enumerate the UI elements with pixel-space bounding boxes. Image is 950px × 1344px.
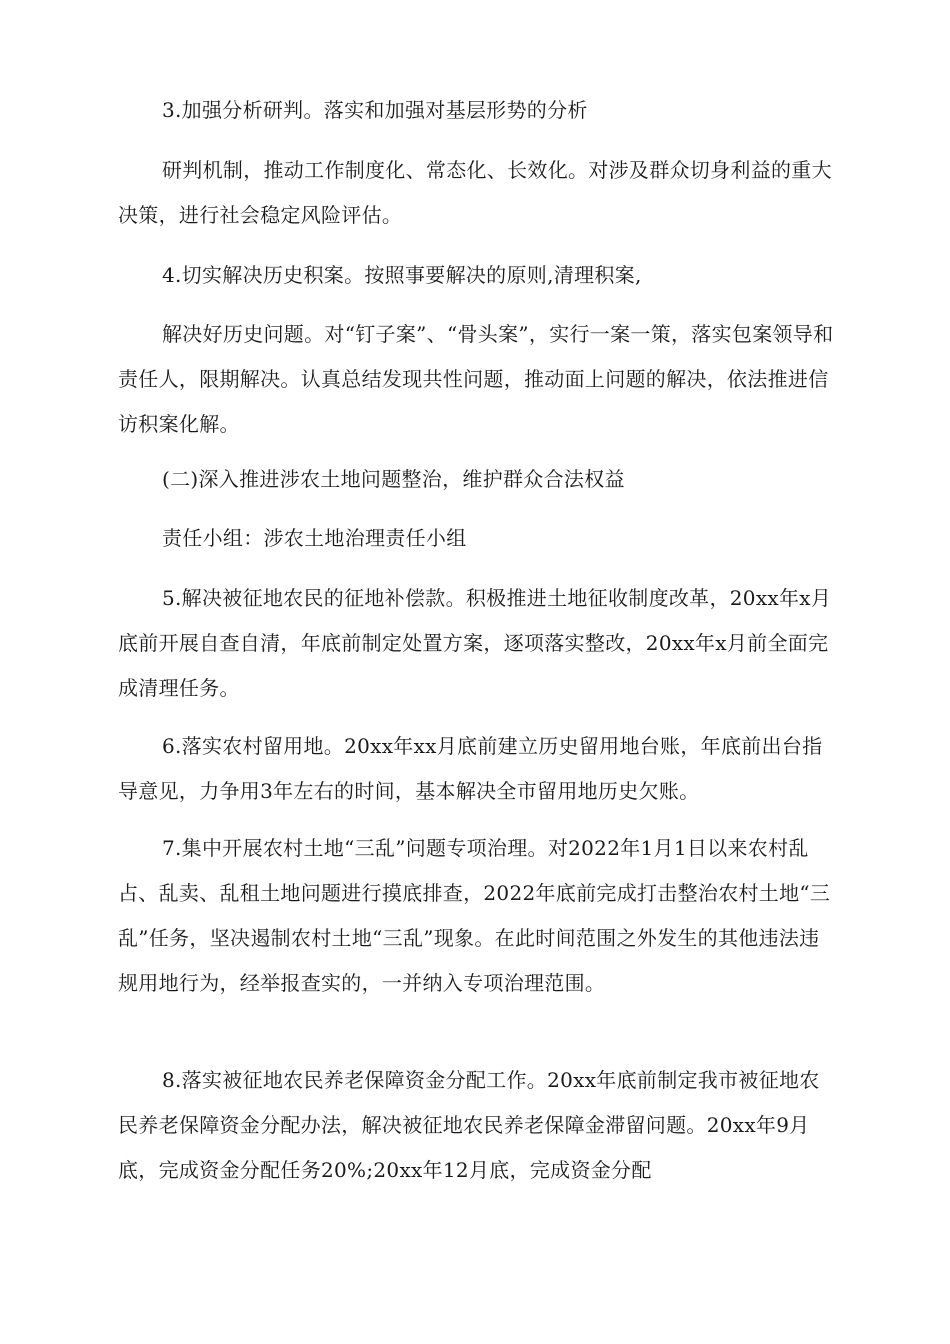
paragraph-item-7: 7.集中开展农村土地“三乱”问题专项治理。对2022年1月1日以来农村乱占、乱卖、乱租土地问题进行摸底排查，2022年底前完成打击整治农村土地“三乱”任务，坚决遏制农村土地“三乱”现象。在此时间范围之外发生的其他违法违规用地行为，经举报查实的，一并纳入专项治理范围。 <box>118 836 831 995</box>
section-heading-2: (二)深入推进涉农土地问题整治，维护群众合法权益 <box>162 467 625 491</box>
paragraph-item-3-heading: 3.加强分析研判。落实和加强对基层形势的分析 <box>162 98 588 122</box>
paragraph-item-5: 5.解决被征地农民的征地补偿款。积极推进土地征收制度改革，20xx年x月底前开展自查自清，年底前制定处置方案，逐项落实整改，20xx年x月前全面完成清理任务。 <box>118 586 832 700</box>
paragraph-item-6: 6.落实农村留用地。20xx年xx月底前建立历史留用地台账，年底前出台指导意见，力争用3年左右的时间，基本解决全市留用地历史欠账。 <box>118 734 823 803</box>
paragraph-item-8: 8.落实被征地农民养老保障资金分配工作。20xx年底前制定我市被征地农民养老保障资金分配办法，解决被征地农民养老保障金滞留问题。20xx年9月底，完成资金分配任务20%;20xx年12月底，完成资金分配 <box>118 1068 820 1182</box>
paragraph-item-4-heading: 4.切实解决历史积案。按照事要解决的原则,清理积案, <box>162 263 642 287</box>
paragraph-item-4-body: 解决好历史问题。对“钉子案”、“骨头案”，实行一案一策，落实包案领导和责任人，限期解决。认真总结发现共性问题，推动面上问题的解决，依法推进信访积案化解。 <box>118 322 834 436</box>
responsible-group-line: 责任小组：涉农土地治理责任小组 <box>162 526 467 550</box>
paragraph-item-3-body: 研判机制，推动工作制度化、常态化、长效化。对涉及群众切身利益的重大决策，进行社会稳定风险评估。 <box>118 158 832 227</box>
